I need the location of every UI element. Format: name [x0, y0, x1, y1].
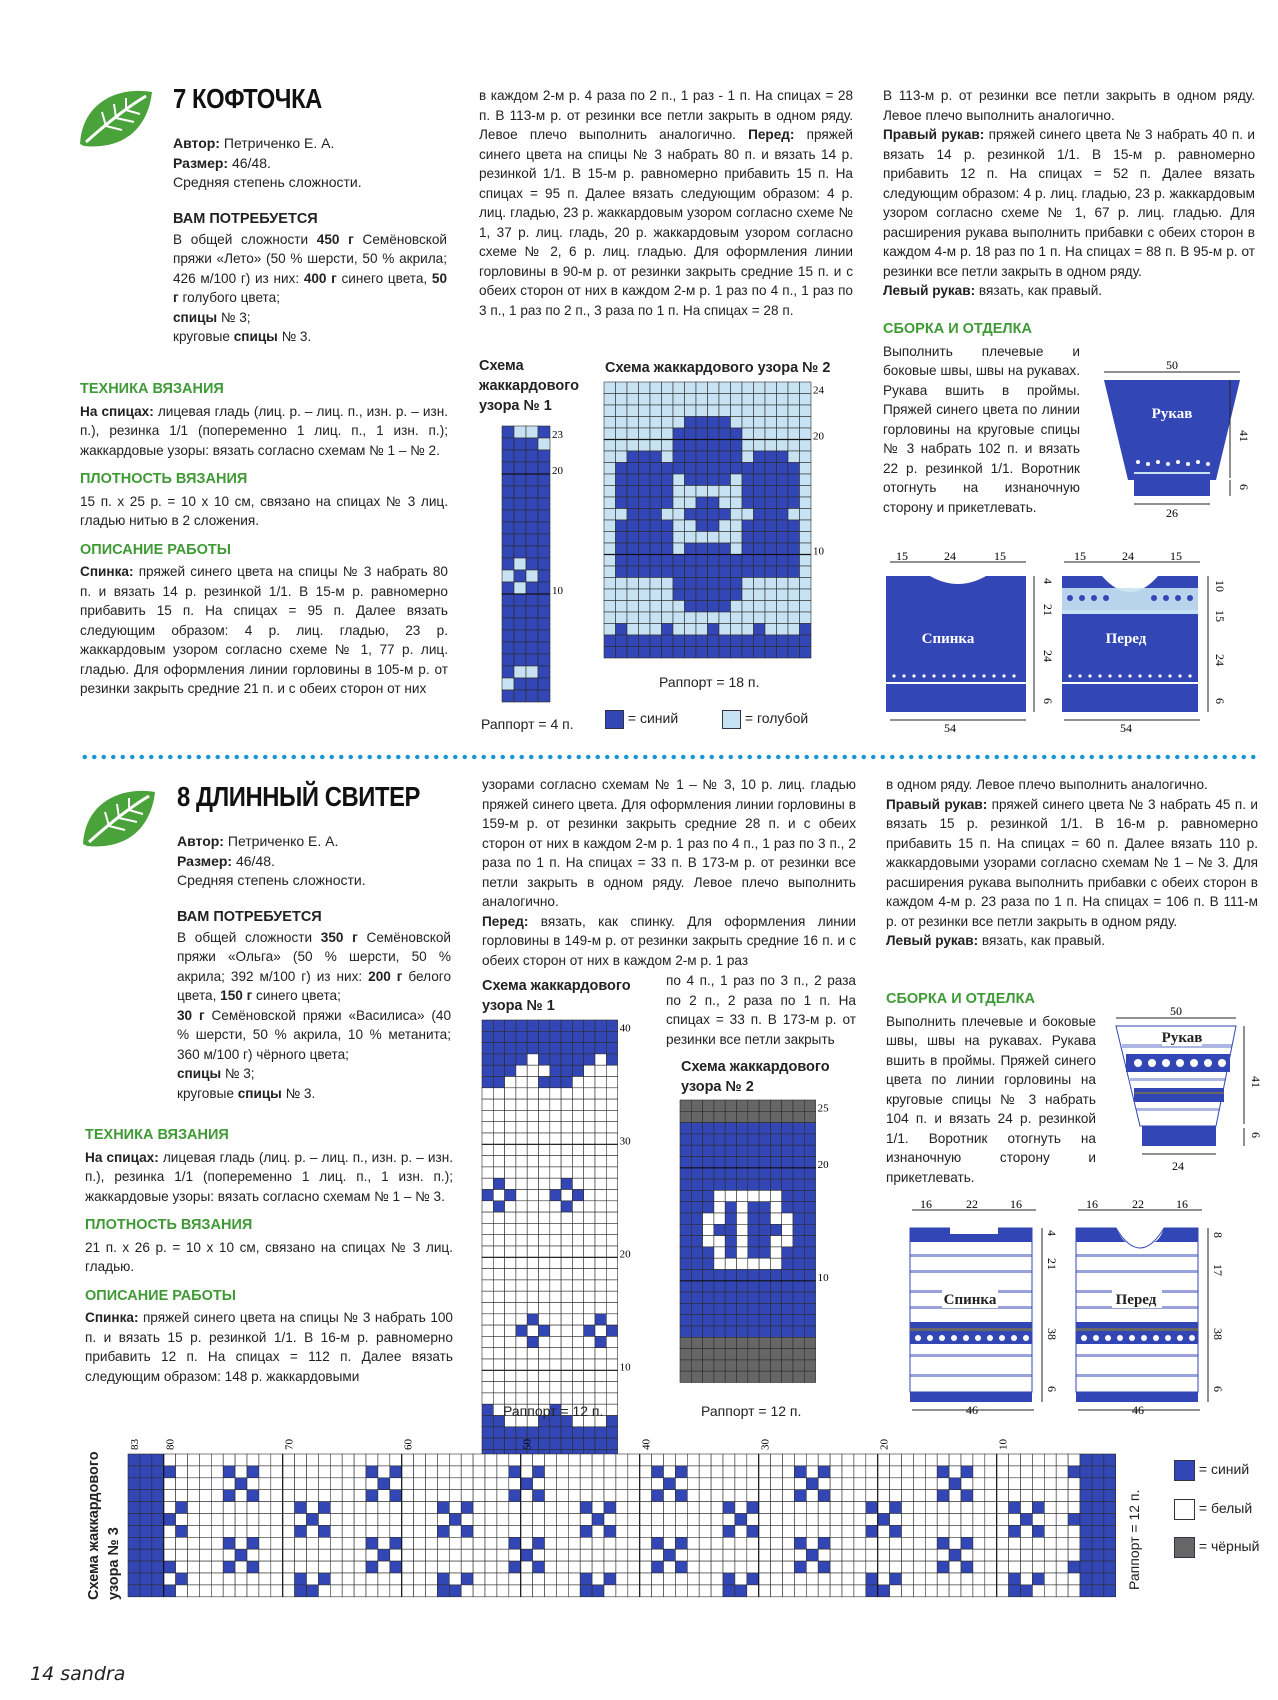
- dim-label: 6: [1045, 1386, 1059, 1392]
- row-number: 25: [817, 1102, 829, 1115]
- row-number: 10: [619, 1361, 631, 1374]
- front-diagram: [1072, 1198, 1232, 1418]
- dim-label: 15: [1213, 610, 1227, 622]
- dim-label: 15: [994, 549, 1006, 563]
- panel-label: Перед: [1115, 1292, 1157, 1308]
- dim-label: 54: [1120, 721, 1132, 735]
- dim-label: 22: [1132, 1197, 1144, 1211]
- front-diagram: [1058, 548, 1230, 735]
- row-number: 20: [552, 465, 563, 477]
- row-number: 10: [552, 585, 563, 597]
- dim-label: 46: [1132, 1403, 1144, 1417]
- section-title: 7 КОФТОЧКА: [173, 83, 322, 114]
- column-number: 80: [164, 1439, 177, 1450]
- dim-label: 41: [1249, 1076, 1263, 1088]
- leaf-icon: [76, 84, 156, 154]
- dim-label: 16: [1086, 1197, 1098, 1211]
- row-number: 20: [813, 430, 824, 443]
- dim-label: 10: [1213, 580, 1227, 592]
- dim-label: 16: [1010, 1197, 1022, 1211]
- dim-label: 24: [1122, 549, 1134, 563]
- chart-title: Схема жаккардового узора № 1: [482, 978, 631, 1014]
- dim-label: 24: [944, 549, 956, 563]
- chart-title: Схема жаккардового узора № 3: [86, 1451, 122, 1600]
- row-number: 20: [817, 1158, 829, 1171]
- column-number: 10: [997, 1439, 1010, 1450]
- jacquard-chart-8-3: [128, 1432, 1120, 1608]
- column-number: 30: [759, 1439, 772, 1450]
- column-number: 60: [402, 1439, 415, 1450]
- row-number: 24: [813, 384, 824, 397]
- leaf-icon: [79, 783, 159, 855]
- panel-label: Спинка: [943, 1292, 997, 1308]
- technique-block: ТЕХНИКА ВЯЗАНИЯ На спицах: лицевая гладь (лиц. р. – лиц. п., изн. р. – изн. п.), резинка 1/1 (попеременно 1 лиц. п., 1 изн. п.); жаккардовые узоры: вязать согласно схемам № 1 – № 3. ПЛОТНОСТЬ ВЯЗАНИЯ 21 п. х 26 р. = 10 х 10 см, связано на спицах № 3 лиц. гладью. ОПИСАНИЕ РАБОТЫ Спинка: пряжей синего цвета на спицы № 3 набрать 100 п. и вязать 15 р. резинкой 1/1. В 16-м р. равномерно прибавить 12 п. На спицах = 112 п. Далее вязать следующим образом: 148 р. жаккардовыми: [85, 1127, 453, 1384]
- dim-label: 6: [1211, 1386, 1225, 1392]
- rapport-label: Раппорт = 12 п.: [1126, 1489, 1142, 1590]
- front-instructions-cont: по 4 п., 1 раз по 3 п., 2 раза по 2 п., 2 раза по 1 п. На спицах = 33 п. В 173-м р. от резинки все петли закрыть: [666, 973, 856, 1047]
- technique-block: ТЕХНИКА ВЯЗАНИЯ На спицах: лицевая гладь (лиц. р. – лиц. п., изн. р. – изн. п.), резинка 1/1 (попеременно 1 лиц. п., 1 изн. п.); жаккардовые узоры: вязать согласно схемам № 1 – № 2. ПЛОТНОСТЬ ВЯЗАНИЯ 15 п. х 25 р. = 10 х 10 см, связано на спицах № 3 лиц. гладью нитью в 2 сложения. ОПИСАНИЕ РАБОТЫ Спинка: пряжей синего цвета на спицы № 3 набрать 80 п. и вязать 14 р. резинкой 1/1. В 15-м р. равномерно прибавить 15 п. На спицах = 95 п. Далее вязать следующим образом: 4 р. лиц. гладью, 23 р. жаккардовым узором согласно схеме № 1, 77 р. лиц. гладью. Для оформления линии горловины в 105-м р. от резинки закрыть средние 21 п. и с обеих сторон от них: [80, 381, 448, 696]
- author-info: Автор: Петриченко Е. А. Размер: 46/48. Средняя степень сложности.: [173, 135, 362, 190]
- dim-label: 6: [1041, 698, 1055, 704]
- column-number: 40: [640, 1439, 653, 1450]
- assembly-block: СБОРКА И ОТДЕЛКА Выполнить плечевые и боковые швы, швы на рукавах. Рукава вшить в проймы. Пряжей синего цвета по линии горловины на круговые спицы № 3 набрать 104 п. и вязать 24 р. резинкой 1/1. Воротник отогнуть на изнаночную сторону и прикетлевать.: [886, 991, 1096, 1185]
- dim-label: 16: [920, 1197, 932, 1211]
- chart-title: Схема жаккардового узора № 2: [681, 1059, 830, 1095]
- dim-label: 15: [1074, 549, 1086, 563]
- chart-title: Схема жаккардового узора № 1: [479, 358, 579, 414]
- dim-label: 21: [1045, 1258, 1059, 1270]
- dim-label: 4: [1045, 1230, 1059, 1236]
- section-title: 8 ДЛИННЫЙ СВИТЕР: [177, 781, 420, 812]
- dim-label: 38: [1211, 1328, 1225, 1340]
- dim-label: 50: [1170, 1004, 1182, 1018]
- sleeve-label: Рукав: [1161, 1030, 1203, 1046]
- jacquard-chart-8-2: [680, 1100, 860, 1382]
- back-diagram: [880, 548, 1055, 735]
- sleeve-diagram: [1112, 1006, 1262, 1178]
- dim-label: 38: [1045, 1328, 1059, 1340]
- column-number: 50: [521, 1439, 534, 1450]
- dim-label: 6: [1237, 484, 1251, 490]
- jacquard-chart-7-1: [502, 426, 563, 704]
- rapport-label: Раппорт = 4 п.: [481, 716, 574, 732]
- jacquard-chart-7-2: [604, 382, 824, 672]
- dim-label: 4: [1041, 578, 1055, 584]
- dim-label: 15: [1170, 549, 1182, 563]
- magazine-name: sandra: [60, 1663, 126, 1685]
- rapport-label: Раппорт = 12 п.: [701, 1403, 802, 1419]
- dim-label: 16: [1176, 1197, 1188, 1211]
- row-number: 40: [619, 1022, 631, 1035]
- dim-label: 24: [1213, 654, 1227, 666]
- front-instructions: узорами согласно схемам № 1 – № 3, 10 р. лиц. гладью пряжей синего цвета. Для оформления линии горловины в 159-м р. от резинки закрыть средние 28 п. и с обеих сторон от них в каждом 2-м р. 1 раз по 4 п., 1 раз по 3 п., 2 раза по 1 п. На спицах = 33 п. В 173-м р. от резинки все петли закрыть в одном ряду. Левое плечо выполнить аналогично. Перед: вязать, как спинку. Для оформления линии горловины в 149-м р. от резинки закрыть средние 16 п. и с обеих сторон от них в каждом 2-м р. 1 раз: [482, 777, 856, 968]
- page-number: 14: [30, 1663, 55, 1685]
- dim-label: 22: [966, 1197, 978, 1211]
- row-number: 10: [817, 1271, 829, 1284]
- legend-black: = чёрный: [1174, 1537, 1259, 1558]
- front-instructions: в каждом 2-м р. 4 раза по 2 п., 1 раз - 1 п. На спицах = 28 п. В 113-м р. от резинки все петли закрыть в одном ряду. Левое плечо выполнить аналогично. Перед: пряжей синего цвета на спицы № 3 набрать 80 п. и вязать 14 р. резинкой 1/1. В 15-м р. равномерно прибавить 15 п. На спицах = 95 п. Далее вязать следующим образом: 4 р. лиц. гладью, 23 р. жаккардовым узором согласно схеме № 1, 37 р. лиц. гладь, 20 р. жаккардовым узором согласно схеме № 2, 6 р. лиц. гладью. Для оформления линии горловины в 90-м р. от резинки закрыть средние 15 п. и с обеих сторон от них в каждом 2-м р. 1 раз по 4 п., 1 раз по 3 п., 1 раз по 2 п., 3 раза по 1 п. На спицах = 28 п.: [479, 88, 853, 318]
- row-number: 10: [813, 545, 824, 558]
- author-info: Автор: Петриченко Е. А. Размер: 46/48. Средняя степень сложности.: [177, 833, 366, 888]
- panel-label: Перед: [1105, 631, 1147, 647]
- dim-label: 41: [1237, 430, 1251, 442]
- row-number: 23: [552, 429, 563, 441]
- dim-label: 26: [1166, 506, 1178, 520]
- dim-label: 24: [1041, 650, 1055, 662]
- column-number: 83: [128, 1439, 141, 1450]
- dim-label: 54: [944, 721, 956, 735]
- jacquard-chart-8-1: [482, 1020, 664, 1400]
- page-footer: [30, 1663, 125, 1685]
- sleeve-instructions: В 113-м р. от резинки все петли закрыть в одном ряду. Левое плечо выполнить аналогично. Правый рукав: пряжей синего цвета № 3 набрать 40 п. и вязать 14 р. резинкой 1/1. В 15-м р. равномерно прибавить 12 п. На спицах = 52 п. Далее вязать следующим образом: 4 р. лиц. гладью, 23 р. жаккардовым узором согласно схеме № 1, 67 р. лиц. гладью. Для расширения рукава выполнить прибавки с обеих сторон в каждом 4-м р. 18 раз по 1 п. На спицах = 88 п. В 95-м р. от резинки все петли закрыть в одном ряду. Левый рукав: вязать, как правый.: [883, 88, 1255, 298]
- dim-label: 21: [1041, 604, 1055, 616]
- dim-label: 50: [1166, 358, 1178, 372]
- dim-label: 15: [896, 549, 908, 563]
- sleeve-label: Рукав: [1151, 406, 1193, 422]
- assembly-block: СБОРКА И ОТДЕЛКА Выполнить плечевые и боковые швы, швы на рукавах. Рукава вшить в проймы. Пряжей синего цвета по линии горловины на круговые спицы № 3 набрать 102 п. и вязать 22 р. резинкой 1/1. Воротник отогнуть на изнаночную сторону и прикетлевать.: [883, 321, 1080, 515]
- dim-label: 24: [1172, 1159, 1184, 1173]
- sleeve-instructions: в одном ряду. Левое плечо выполнить аналогично. Правый рукав: пряжей синего цвета № 3 набрать 45 п. и вязать 15 р. резинкой 1/1. В 16-м р. равномерно прибавить 15 п. На спицах = 60 п. Далее вязать 110 р. жаккардовыми узорами согласно схемам № 1 – № 3. Для расширения рукава выполнить прибавки с обеих сторон в каждом 4-м р. 23 раза по 1 п. На спицах = 106 п. В 111-м р. от резинки все петли закрыть в одном ряду. Левый рукав: вязать, как правый.: [886, 777, 1258, 948]
- legend-light-blue: = голубой: [722, 710, 808, 729]
- rapport-label: Раппорт = 18 п.: [659, 674, 760, 690]
- legend-blue: = синий: [605, 710, 678, 729]
- dim-label: 6: [1249, 1132, 1263, 1138]
- rapport-label: Раппорт = 12 п.: [503, 1403, 604, 1419]
- chart-title: Схема жаккардового узора № 2: [605, 360, 831, 376]
- panel-label: Спинка: [921, 631, 975, 647]
- row-number: 30: [619, 1135, 631, 1148]
- legend-blue: = синий: [1174, 1460, 1249, 1481]
- materials-block: ВАМ ПОТРЕБУЕТСЯ В общей сложности 350 г Семёновской пряжи «Ольга» (50 % шерсти, 50 % акрила; 392 м/100 г) из них: 200 г белого цвета, 150 г синего цвета; 30 г Семёновской пряжи «Василиса» (40 % шерсти, 50 % акрила, 10 % метанита; 360 м/100 г) чёрного цвета; спицы № 3; круговые спицы № 3.: [177, 909, 452, 1101]
- dim-label: 46: [966, 1403, 978, 1417]
- column-number: 20: [878, 1439, 891, 1450]
- legend-white: = белый: [1174, 1499, 1252, 1520]
- dim-label: 17: [1211, 1264, 1225, 1276]
- dim-label: 8: [1211, 1232, 1225, 1238]
- column-number: 70: [283, 1439, 296, 1450]
- sleeve-diagram: [1100, 360, 1250, 520]
- dim-label: 6: [1213, 698, 1227, 704]
- back-diagram: [906, 1198, 1066, 1418]
- row-number: 20: [619, 1248, 631, 1261]
- materials-block: ВАМ ПОТРЕБУЕТСЯ В общей сложности 450 г Семёновской пряжи «Лето» (50 % шерсти, 50 % акрила; 426 м/100 г) из них: 400 г синего цвета, 50 г голубого цвета; спицы № 3; круговые спицы № 3.: [173, 211, 448, 344]
- section-divider: [80, 754, 1260, 760]
